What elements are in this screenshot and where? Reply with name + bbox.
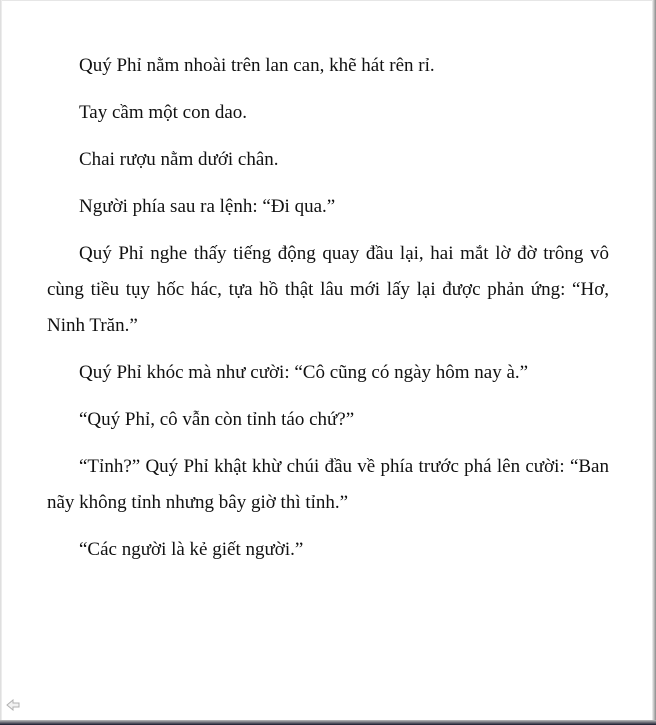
paragraph: Quý Phỉ khóc mà như cười: “Cô cũng có ngày hôm nay à.” (79, 362, 529, 383)
left-arrow-icon[interactable] (6, 698, 20, 710)
window-bottom-edge (0, 720, 656, 725)
paragraph: “Tỉnh?” Quý Phỉ khật khừ chúi đầu về phía trước phá lên cười: “Ban nãy không tỉnh nhưng bây giờ thì tỉnh.” (47, 456, 609, 513)
paragraph: “Các người là kẻ giết người.” (79, 539, 304, 560)
paragraph: Chai rượu nằm dưới chân. (79, 149, 279, 170)
window-right-edge (652, 0, 656, 725)
paragraph: Người phía sau ra lệnh: “Đi qua.” (79, 196, 336, 217)
window-top-edge (0, 0, 656, 1)
paragraph: Tay cầm một con dao. (79, 102, 248, 123)
paragraph: “Quý Phỉ, cô vẫn còn tỉnh táo chứ?” (79, 409, 355, 430)
paragraph: Quý Phỉ nằm nhoài trên lan can, khẽ hát rên rỉ. (79, 55, 435, 76)
paragraph: Quý Phỉ nghe thấy tiếng động quay đầu lại, hai mắt lờ đờ trông vô cùng tiều tụy hốc hác, tựa hồ thật lâu mới lấy lại được phản ứng: “Hơ, Ninh Trăn.” (47, 243, 609, 336)
document-page (47, 48, 609, 579)
window-left-edge (0, 0, 2, 725)
